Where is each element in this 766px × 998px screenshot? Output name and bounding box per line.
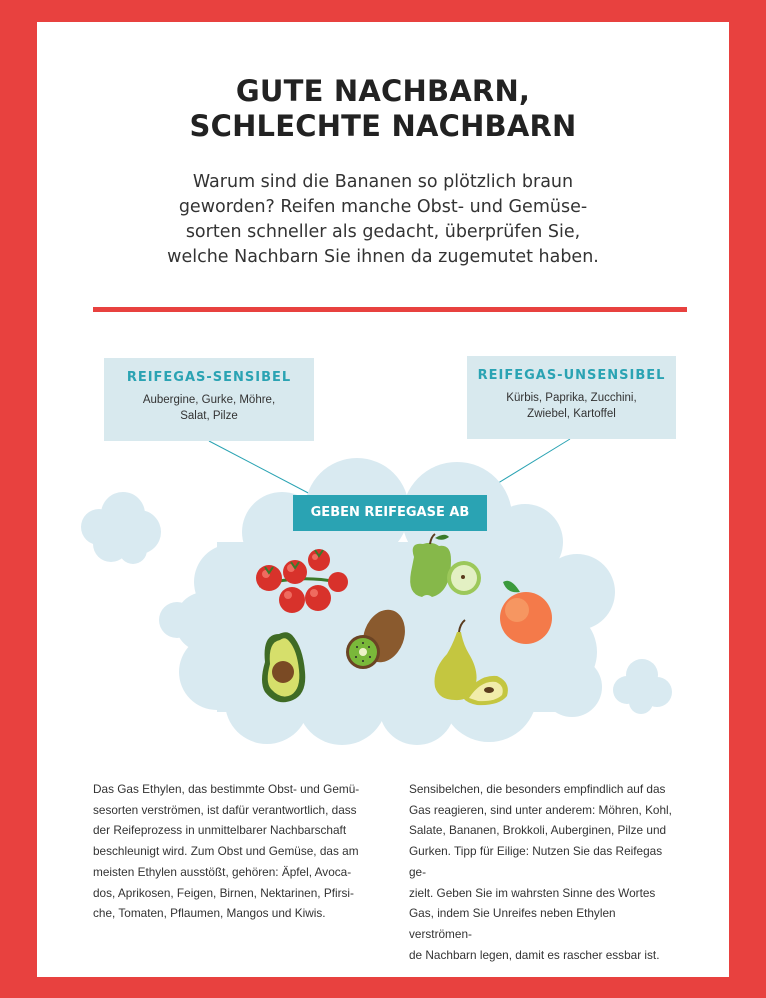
title-line-2: SCHLECHTE NACHBARN <box>189 109 577 143</box>
sensitive-heading: REIFEGAS-SENSIBEL <box>126 370 292 385</box>
body-right-line: Gas reagieren, sind unter anderem: Möhren, Kohl, <box>409 802 672 817</box>
body-right-line: Gas, indem Sie Unreifes neben Ethylen verströmen- <box>409 906 616 941</box>
body-left-line: der Reifeprozess in unmittelbarer Nachbarschaft <box>93 823 347 838</box>
insensitive-line-1: Kürbis, Paprika, Zucchini, <box>506 392 637 404</box>
connector-line-left <box>209 441 314 496</box>
small-cloud-left <box>81 492 161 564</box>
body-column-right <box>409 779 681 965</box>
body-left-line: sesorten verströmen, ist dafür verantwortlich, dass <box>93 802 357 817</box>
body-left-line: Das Gas Ethylen, das bestimmte Obst- und Gemü- <box>93 782 360 796</box>
page-card <box>37 22 729 977</box>
emitters-label: GEBEN REIFEGASE AB <box>293 495 487 531</box>
body-left-line: beschleunigt wird. Zum Obst und Gemüse, das am <box>93 844 359 859</box>
insensitive-line-2: Zwiebel, Kartoffel <box>527 408 616 420</box>
body-left-line: dos, Aprikosen, Feigen, Birnen, Nektarinen, Pfirsi- <box>93 885 354 900</box>
intro-line-3: sorten schneller als gedacht, überprüfen Sie, <box>185 222 581 242</box>
body-right-line: de Nachbarn legen, damit es rascher essbar ist. <box>409 947 660 962</box>
sensitive-list <box>104 392 314 424</box>
body-left-line: meisten Ethylen ausstößt, gehören: Äpfel, Avoca- <box>93 864 352 879</box>
intro-line-2: geworden? Reifen manche Obst- und Gemüse- <box>178 197 588 217</box>
body-column-left <box>93 779 365 924</box>
sensitive-line-1: Aubergine, Gurke, Möhre, <box>142 394 276 406</box>
insensitive-list <box>467 390 676 422</box>
small-cloud-right <box>613 659 672 714</box>
insensitive-heading: REIFEGAS-UNSENSIBEL <box>477 368 666 383</box>
body-right-line: Salate, Bananen, Brokkoli, Auberginen, Pilze und <box>409 823 667 838</box>
sensitive-box <box>104 358 314 441</box>
intro-line-1: Warum sind die Bananen so plötzlich braun <box>192 172 574 192</box>
body-right-line: Sensibelchen, die besonders empfindlich auf das <box>409 782 666 796</box>
intro-line-4: welche Nachbarn Sie ihnen da zugemutet haben. <box>167 247 599 267</box>
body-left-line: che, Tomaten, Pflaumen, Mangos und Kiwis. <box>93 906 326 921</box>
body-right-line: zielt. Geben Sie im wahrsten Sinne des Wortes <box>409 885 656 900</box>
body-right-line: Gurken. Tipp für Eilige: Nutzen Sie das Reifegas ge- <box>409 844 663 879</box>
title-line-1: GUTE NACHBARN, <box>235 74 531 108</box>
sensitive-line-2: Salat, Pilze <box>180 410 238 422</box>
insensitive-box <box>467 356 676 439</box>
